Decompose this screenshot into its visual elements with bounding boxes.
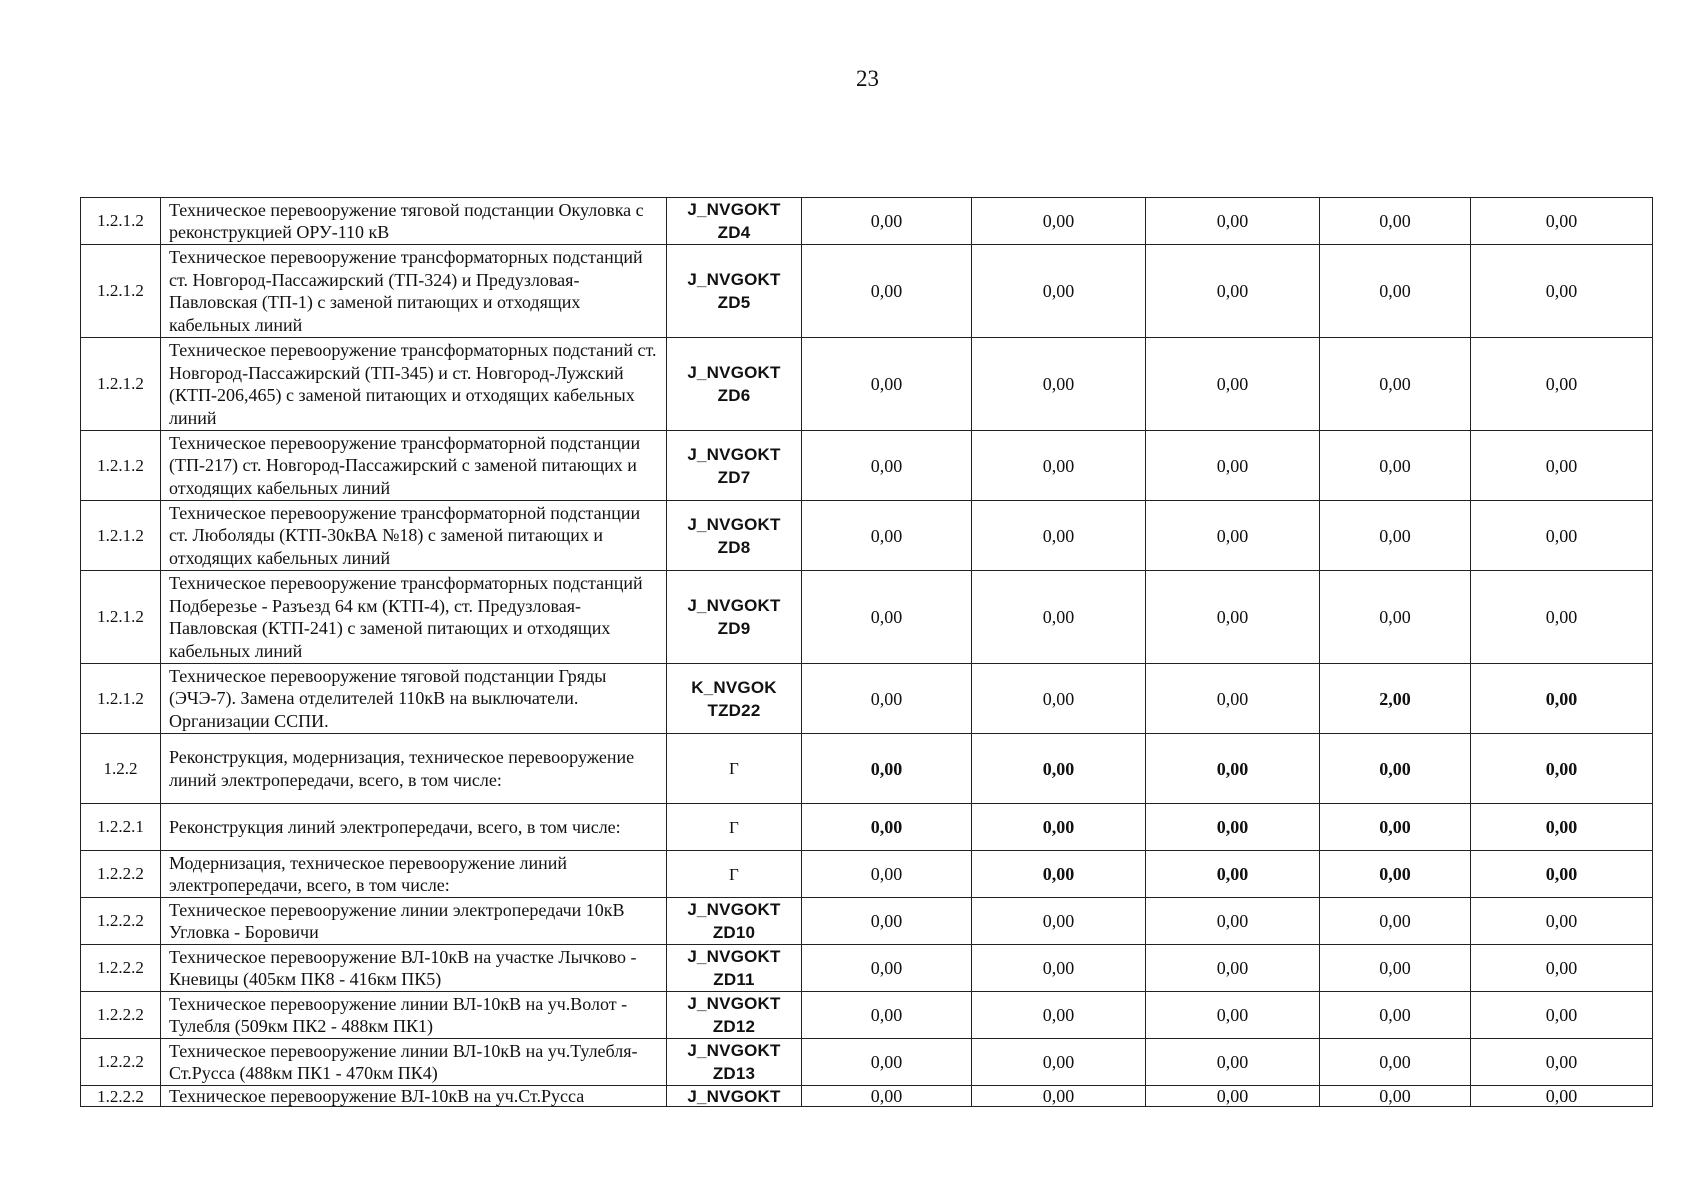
- row-number: 1.2.2.2: [81, 851, 161, 898]
- row-number: 1.2.2.2: [81, 1039, 161, 1086]
- value-cell: 0,00: [802, 1039, 972, 1086]
- project-name: Реконструкция, модернизация, техническое перевооружение линий электропередачи, всего, в том числе:: [161, 734, 667, 804]
- project-name: Техническое перевооружение трансформаторных подстаний ст. Новгород-Пассажирский (ТП-345) и ст. Новгород-Лужский (КТП-206,465) с заменой питающих и отходящих кабельных линий: [161, 338, 667, 431]
- value-cell: 0,00: [1471, 945, 1653, 992]
- table-row: [81, 571, 1653, 664]
- table-row: [81, 431, 1653, 501]
- value-cell: 0,00: [972, 1039, 1146, 1086]
- project-code: J_NVGOKT ZD11: [667, 945, 802, 992]
- value-cell: 0,00: [1471, 501, 1653, 571]
- value-cell: 0,00: [1471, 431, 1653, 501]
- row-number: 1.2.2.2: [81, 898, 161, 945]
- value-cell: 0,00: [1320, 338, 1471, 431]
- project-name: Техническое перевооружение линии ВЛ-10кВ на уч.Тулебля- Ст.Русса (488км ПК1 - 470км ПК4): [161, 1039, 667, 1086]
- project-name: Техническое перевооружение тяговой подстанции Гряды (ЭЧЭ-7). Замена отделителей 110кВ на выключатели. Организации ССПИ.: [161, 664, 667, 734]
- value-cell: 0,00: [1471, 851, 1653, 898]
- value-cell: 0,00: [1471, 1086, 1653, 1107]
- table-row: [81, 1086, 1653, 1107]
- value-cell: 0,00: [1471, 245, 1653, 338]
- value-cell: 0,00: [802, 804, 972, 851]
- value-cell: 0,00: [1320, 1039, 1471, 1086]
- value-cell: 0,00: [802, 992, 972, 1039]
- table-row: [81, 501, 1653, 571]
- value-cell: 2,00: [1320, 664, 1471, 734]
- value-cell: 0,00: [802, 664, 972, 734]
- project-name: Техническое перевооружение трансформаторной подстанции ст. Люболяды (КТП-30кВА №18) с заменой питающих и отходящих кабельных линий: [161, 501, 667, 571]
- table-row: [81, 851, 1653, 898]
- value-cell: 0,00: [1471, 734, 1653, 804]
- project-name: Техническое перевооружение трансформаторной подстанции (ТП-217) ст. Новгород-Пассажирский с заменой питающих и отходящих кабельных линий: [161, 431, 667, 501]
- value-cell: 0,00: [802, 198, 972, 245]
- row-number: 1.2.2.2: [81, 992, 161, 1039]
- value-cell: 0,00: [802, 734, 972, 804]
- value-cell: 0,00: [1471, 992, 1653, 1039]
- row-number: 1.2.2: [81, 734, 161, 804]
- row-number: 1.2.1.2: [81, 664, 161, 734]
- project-code: J_NVGOKT ZD13: [667, 1039, 802, 1086]
- table-row: [81, 198, 1653, 245]
- value-cell: 0,00: [802, 945, 972, 992]
- value-cell: 0,00: [972, 1086, 1146, 1107]
- value-cell: 0,00: [1320, 898, 1471, 945]
- page-number: 23: [856, 66, 879, 91]
- row-number: 1.2.2.2: [81, 1086, 161, 1107]
- project-code: J_NVGOKT ZD7: [667, 431, 802, 501]
- value-cell: 0,00: [1320, 198, 1471, 245]
- value-cell: 0,00: [1471, 571, 1653, 664]
- project-name: Техническое перевооружение трансформаторных подстанций ст. Новгород-Пассажирский (ТП-324) и Предузловая-Павловская (ТП-1) с заменой питающих и отходящих кабельных линий: [161, 245, 667, 338]
- value-cell: 0,00: [802, 245, 972, 338]
- value-cell: 0,00: [1146, 431, 1320, 501]
- value-cell: 0,00: [1146, 338, 1320, 431]
- value-cell: 0,00: [1146, 1039, 1320, 1086]
- value-cell: 0,00: [1146, 851, 1320, 898]
- value-cell: 0,00: [972, 945, 1146, 992]
- project-code: J_NVGOKT ZD4: [667, 198, 802, 245]
- value-cell: 0,00: [1471, 1039, 1653, 1086]
- value-cell: 0,00: [802, 431, 972, 501]
- value-cell: 0,00: [1320, 571, 1471, 664]
- value-cell: 0,00: [1146, 571, 1320, 664]
- table-row: [81, 664, 1653, 734]
- value-cell: 0,00: [1320, 851, 1471, 898]
- value-cell: 0,00: [1320, 734, 1471, 804]
- project-code: J_NVGOKT ZD8: [667, 501, 802, 571]
- project-name: Реконструкция линий электропередачи, всего, в том числе:: [161, 804, 667, 851]
- value-cell: 0,00: [1146, 804, 1320, 851]
- value-cell: 0,00: [1471, 664, 1653, 734]
- value-cell: 0,00: [802, 1086, 972, 1107]
- row-number: 1.2.1.2: [81, 245, 161, 338]
- value-cell: 0,00: [1146, 945, 1320, 992]
- value-cell: 0,00: [972, 431, 1146, 501]
- value-cell: 0,00: [1146, 198, 1320, 245]
- project-code: Г: [667, 851, 802, 898]
- table-row: [81, 945, 1653, 992]
- value-cell: 0,00: [1320, 501, 1471, 571]
- value-cell: 0,00: [1320, 245, 1471, 338]
- row-number: 1.2.1.2: [81, 501, 161, 571]
- value-cell: 0,00: [972, 245, 1146, 338]
- value-cell: 0,00: [1320, 1086, 1471, 1107]
- value-cell: 0,00: [972, 992, 1146, 1039]
- project-name: Техническое перевооружение трансформаторных подстанций Подберезье - Разъезд 64 км (КТП-4), ст. Предузловая-Павловская (КТП-241) с заменой питающих и отходящих кабельных линий: [161, 571, 667, 664]
- project-name: Модернизация, техническое перевооружение линий электропередачи, всего, в том числе:: [161, 851, 667, 898]
- investment-table: [80, 197, 1653, 1107]
- value-cell: 0,00: [802, 851, 972, 898]
- value-cell: 0,00: [1146, 992, 1320, 1039]
- value-cell: 0,00: [1320, 431, 1471, 501]
- table-row: [81, 245, 1653, 338]
- project-code: J_NVGOKT ZD12: [667, 992, 802, 1039]
- table-row: [81, 898, 1653, 945]
- project-name: Техническое перевооружение тяговой подстанции Окуловка с реконструкцией ОРУ-110 кВ: [161, 198, 667, 245]
- value-cell: 0,00: [972, 571, 1146, 664]
- table-row: [81, 338, 1653, 431]
- value-cell: 0,00: [1471, 338, 1653, 431]
- project-code: Г: [667, 734, 802, 804]
- table-row: [81, 734, 1653, 804]
- row-number: 1.2.2.1: [81, 804, 161, 851]
- value-cell: 0,00: [1146, 245, 1320, 338]
- value-cell: 0,00: [1320, 992, 1471, 1039]
- value-cell: 0,00: [1320, 945, 1471, 992]
- project-code: J_NVGOKT: [667, 1086, 802, 1107]
- value-cell: 0,00: [802, 501, 972, 571]
- value-cell: 0,00: [802, 898, 972, 945]
- value-cell: 0,00: [1146, 898, 1320, 945]
- project-code: K_NVGOK TZD22: [667, 664, 802, 734]
- project-name: Техническое перевооружение ВЛ-10кВ на участке Лычково - Кневицы (405км ПК8 - 416км ПК5): [161, 945, 667, 992]
- value-cell: 0,00: [1471, 198, 1653, 245]
- value-cell: 0,00: [1146, 734, 1320, 804]
- value-cell: 0,00: [972, 664, 1146, 734]
- project-code: Г: [667, 804, 802, 851]
- value-cell: 0,00: [972, 501, 1146, 571]
- row-number: 1.2.2.2: [81, 945, 161, 992]
- value-cell: 0,00: [802, 338, 972, 431]
- row-number: 1.2.1.2: [81, 338, 161, 431]
- value-cell: 0,00: [972, 198, 1146, 245]
- project-name: Техническое перевооружение линии электропередачи 10кВ Угловка - Боровичи: [161, 898, 667, 945]
- value-cell: 0,00: [1320, 804, 1471, 851]
- value-cell: 0,00: [972, 804, 1146, 851]
- value-cell: 0,00: [972, 898, 1146, 945]
- table-row: [81, 1039, 1653, 1086]
- project-code: J_NVGOKT ZD5: [667, 245, 802, 338]
- value-cell: 0,00: [1471, 804, 1653, 851]
- value-cell: 0,00: [1146, 501, 1320, 571]
- value-cell: 0,00: [1146, 664, 1320, 734]
- row-number: 1.2.1.2: [81, 198, 161, 245]
- project-code: J_NVGOKT ZD6: [667, 338, 802, 431]
- value-cell: 0,00: [972, 338, 1146, 431]
- value-cell: 0,00: [972, 851, 1146, 898]
- value-cell: 0,00: [1146, 1086, 1320, 1107]
- project-code: J_NVGOKT ZD10: [667, 898, 802, 945]
- row-number: 1.2.1.2: [81, 431, 161, 501]
- table-row: [81, 992, 1653, 1039]
- project-name: Техническое перевооружение линии ВЛ-10кВ на уч.Волот - Тулебля (509км ПК2 - 488км ПК1): [161, 992, 667, 1039]
- project-code: J_NVGOKT ZD9: [667, 571, 802, 664]
- value-cell: 0,00: [972, 734, 1146, 804]
- project-name: Техническое перевооружение ВЛ-10кВ на уч.Ст.Русса: [161, 1086, 667, 1107]
- value-cell: 0,00: [1471, 898, 1653, 945]
- table-row: [81, 804, 1653, 851]
- row-number: 1.2.1.2: [81, 571, 161, 664]
- value-cell: 0,00: [802, 571, 972, 664]
